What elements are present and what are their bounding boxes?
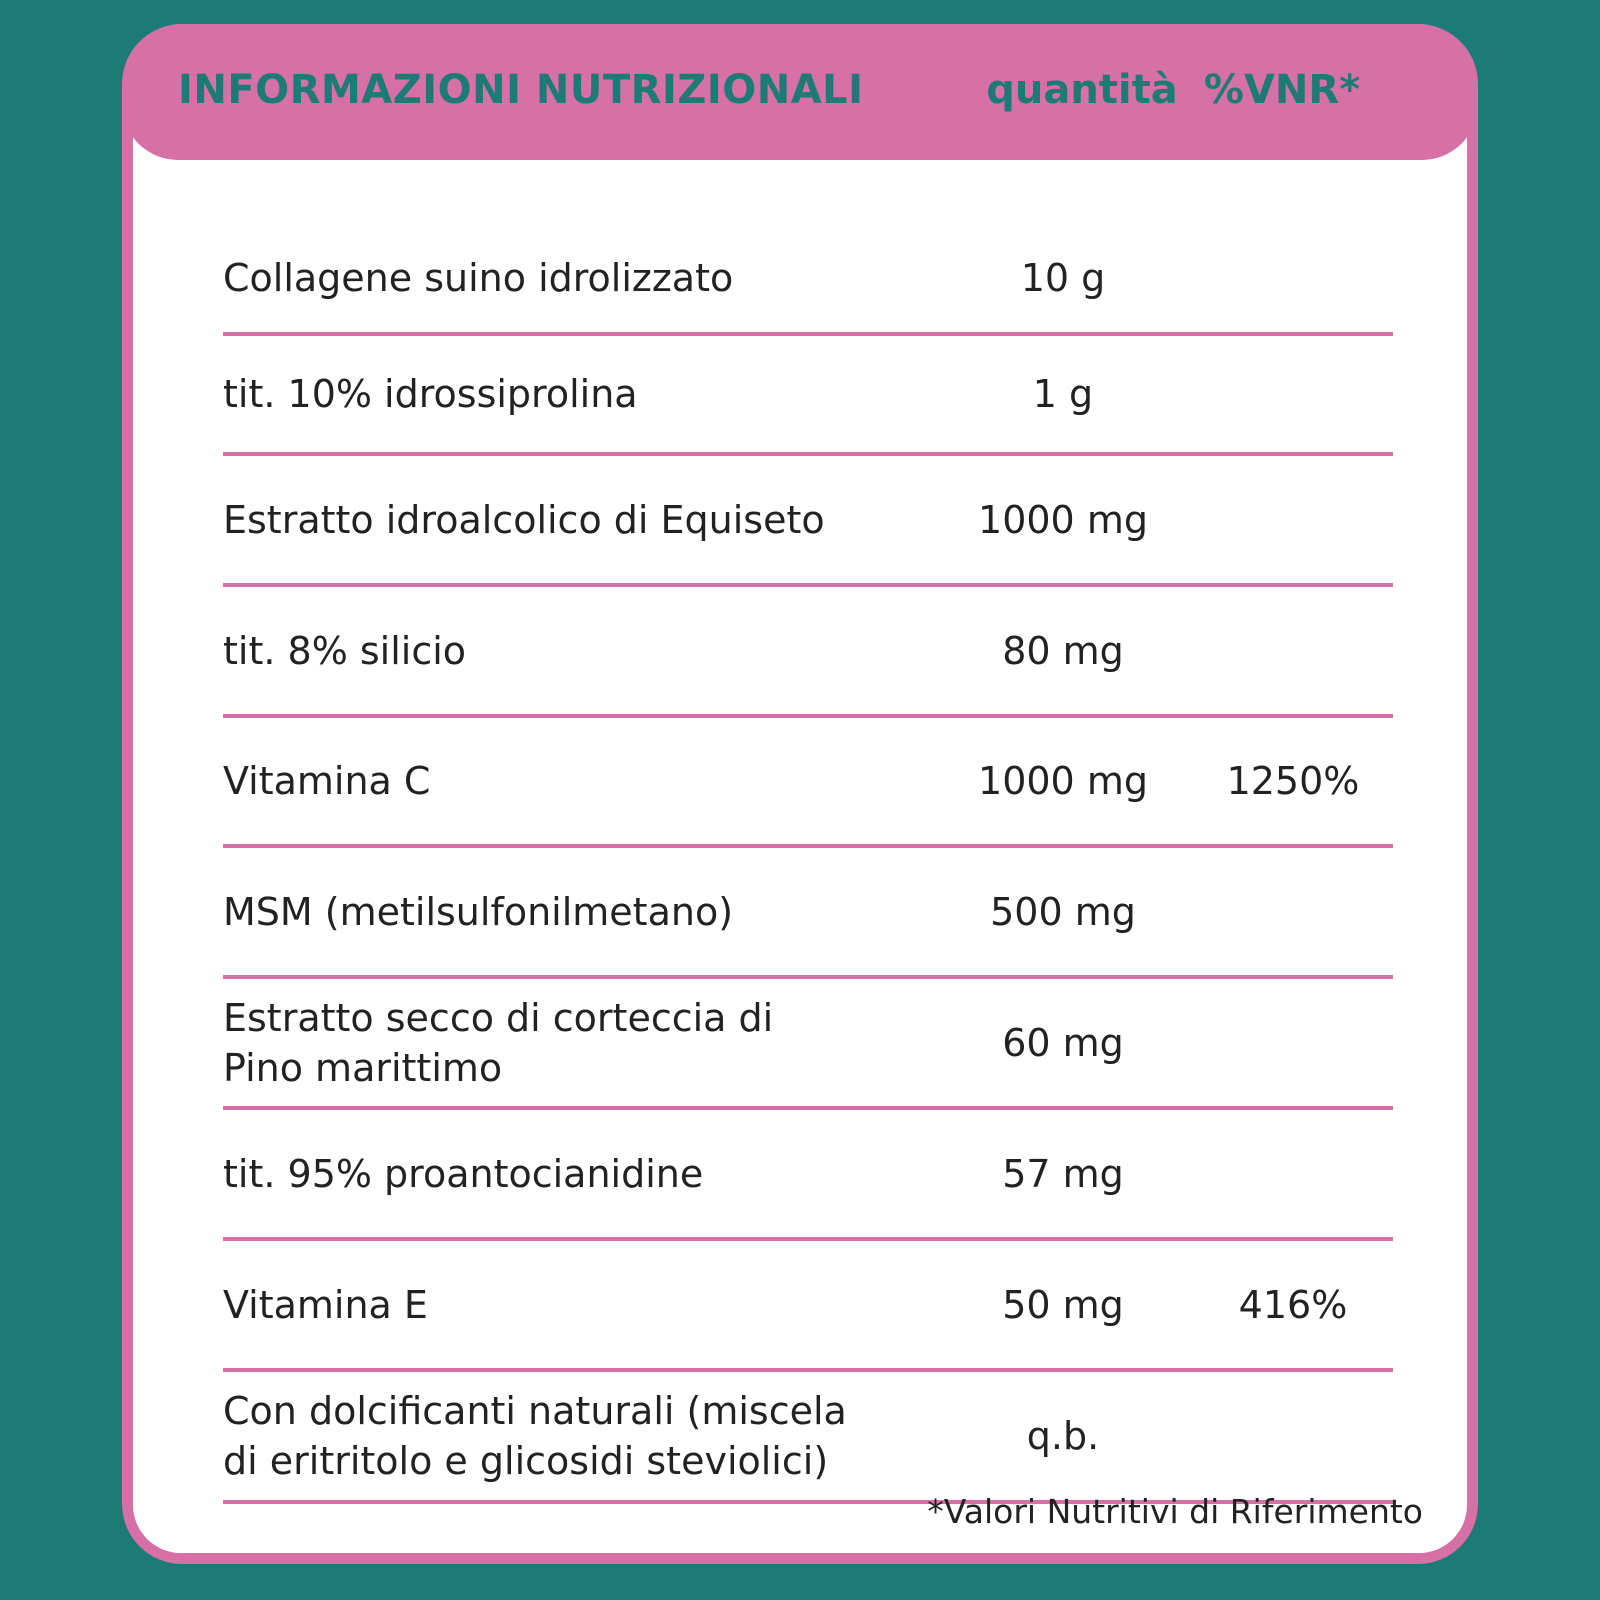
nutrient-quantity: 10 g bbox=[1020, 256, 1106, 300]
nutrient-name: Collagene suino idrolizzato bbox=[223, 256, 734, 300]
table-row bbox=[223, 1110, 1393, 1241]
nutrient-name: MSM (metilsulfonilmetano) bbox=[223, 889, 734, 934]
nutrient-quantity: 60 mg bbox=[1002, 1020, 1124, 1065]
nutrient-quantity: 1 g bbox=[1032, 372, 1094, 416]
nutrient-name: tit. 8% silicio bbox=[223, 628, 467, 673]
table-row bbox=[223, 1372, 1393, 1504]
nutrient-quantity: 80 mg bbox=[1002, 628, 1124, 673]
table-row bbox=[223, 224, 1393, 336]
table-row bbox=[223, 587, 1393, 718]
footnote: *Valori Nutritivi di Riferimento bbox=[927, 1492, 1423, 1531]
table-row bbox=[223, 336, 1393, 456]
nutrient-name: Vitamina C bbox=[223, 759, 431, 803]
nutrient-name: tit. 95% proantocianidine bbox=[223, 1151, 704, 1196]
nutrient-name bbox=[223, 993, 773, 1093]
nutrient-name: Vitamina E bbox=[223, 1282, 428, 1327]
nutrient-quantity: 500 mg bbox=[990, 889, 1136, 934]
nutrient-quantity: 50 mg bbox=[1002, 1282, 1124, 1327]
nutrient-name bbox=[223, 1386, 847, 1486]
nutrient-name: Estratto idroalcolico di Equiseto bbox=[223, 497, 825, 542]
table-header bbox=[122, 24, 1478, 160]
nutrient-name-line1: Con dolcificanti naturali (miscela bbox=[223, 1389, 847, 1433]
nutrient-name: tit. 10% idrossiprolina bbox=[223, 372, 638, 416]
table-row bbox=[223, 979, 1393, 1110]
table-row bbox=[223, 456, 1393, 587]
nutrient-quantity: 1000 mg bbox=[978, 497, 1148, 542]
header-quantity: quantità bbox=[986, 67, 1178, 113]
table-row bbox=[223, 1241, 1393, 1372]
header-vnr: %VNR* bbox=[1203, 67, 1361, 113]
nutrient-name-line2: Pino marittimo bbox=[223, 1045, 503, 1090]
table-row bbox=[223, 718, 1393, 848]
nutrient-quantity: 57 mg bbox=[1002, 1151, 1124, 1196]
nutrient-name-line1: Estratto secco di corteccia di bbox=[223, 995, 774, 1040]
nutrition-table bbox=[133, 84, 1467, 1553]
nutrient-quantity: q.b. bbox=[1026, 1414, 1100, 1458]
table-row bbox=[223, 848, 1393, 979]
nutrition-card bbox=[122, 24, 1478, 1564]
nutrient-name-line2: di eritritolo e glicosidi steviolici) bbox=[223, 1439, 829, 1483]
nutrient-vnr: 416% bbox=[1238, 1282, 1348, 1327]
nutrient-vnr: 1250% bbox=[1226, 759, 1360, 803]
header-title: INFORMAZIONI NUTRIZIONALI bbox=[178, 67, 864, 113]
nutrient-quantity: 1000 mg bbox=[978, 759, 1148, 803]
